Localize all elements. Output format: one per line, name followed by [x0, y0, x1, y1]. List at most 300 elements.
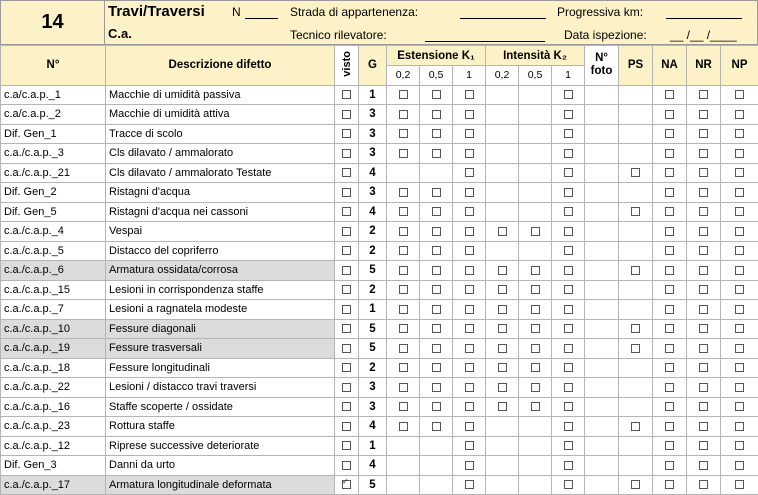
- k2-checkbox-1[interactable]: [519, 397, 552, 417]
- checkbox-icon[interactable]: [665, 168, 674, 177]
- k1-checkbox-1[interactable]: [420, 85, 453, 105]
- nr-checkbox[interactable]: [687, 300, 721, 320]
- nr-checkbox[interactable]: [687, 261, 721, 281]
- checkbox-icon[interactable]: [498, 266, 507, 275]
- checkbox-icon[interactable]: [665, 285, 674, 294]
- tecnico-field[interactable]: [425, 40, 545, 42]
- checkbox-icon[interactable]: [399, 149, 408, 158]
- k1-checkbox-0[interactable]: [387, 183, 420, 203]
- na-checkbox[interactable]: [653, 124, 687, 144]
- checkbox-icon[interactable]: [399, 402, 408, 411]
- k1-checkbox-1[interactable]: [420, 241, 453, 261]
- k1-checkbox-1[interactable]: [420, 300, 453, 320]
- na-checkbox[interactable]: [653, 144, 687, 164]
- k2-checkbox-2[interactable]: [552, 280, 585, 300]
- checkbox-icon[interactable]: [399, 383, 408, 392]
- k2-checkbox-2[interactable]: [552, 339, 585, 359]
- k1-checkbox-0[interactable]: [387, 124, 420, 144]
- nr-checkbox[interactable]: [687, 163, 721, 183]
- checkbox-icon[interactable]: [735, 227, 744, 236]
- checkbox-icon[interactable]: [735, 129, 744, 138]
- checkbox-icon[interactable]: [342, 188, 351, 197]
- checkbox-icon[interactable]: [342, 207, 351, 216]
- checkbox-icon[interactable]: [564, 324, 573, 333]
- checkbox-icon[interactable]: [399, 266, 408, 275]
- checkbox-icon[interactable]: [342, 441, 351, 450]
- np-checkbox[interactable]: [721, 358, 758, 378]
- foto-number-field[interactable]: [585, 144, 619, 164]
- k1-checkbox-2[interactable]: [453, 85, 486, 105]
- checkbox-icon[interactable]: [399, 207, 408, 216]
- checkbox-icon[interactable]: [631, 480, 640, 489]
- checkbox-icon[interactable]: [399, 324, 408, 333]
- strada-field[interactable]: [460, 17, 546, 19]
- checkbox-icon[interactable]: [631, 324, 640, 333]
- checkbox-icon[interactable]: [432, 207, 441, 216]
- checkbox-icon[interactable]: [465, 188, 474, 197]
- checkbox-icon[interactable]: [465, 207, 474, 216]
- k1-checkbox-0[interactable]: [387, 261, 420, 281]
- k1-checkbox-2[interactable]: [453, 417, 486, 437]
- visto-checkbox[interactable]: [335, 397, 359, 417]
- k2-checkbox-0[interactable]: [486, 319, 519, 339]
- foto-number-field[interactable]: [585, 436, 619, 456]
- checkbox-icon[interactable]: [564, 110, 573, 119]
- k1-checkbox-0[interactable]: [387, 319, 420, 339]
- checkbox-icon[interactable]: [665, 207, 674, 216]
- checkbox-icon[interactable]: [432, 90, 441, 99]
- k1-checkbox-0[interactable]: [387, 417, 420, 437]
- checkbox-icon[interactable]: [465, 168, 474, 177]
- checkbox-icon[interactable]: [735, 402, 744, 411]
- checkbox-icon[interactable]: [342, 266, 351, 275]
- checkbox-icon[interactable]: [564, 227, 573, 236]
- k1-checkbox-2[interactable]: [453, 475, 486, 495]
- checkbox-icon[interactable]: [432, 422, 441, 431]
- visto-checkbox[interactable]: [335, 124, 359, 144]
- na-checkbox[interactable]: [653, 280, 687, 300]
- checkbox-icon[interactable]: [432, 402, 441, 411]
- checkbox-icon[interactable]: [665, 480, 674, 489]
- k1-checkbox-1[interactable]: [420, 319, 453, 339]
- np-checkbox[interactable]: [721, 397, 758, 417]
- checkbox-icon[interactable]: [531, 402, 540, 411]
- checkbox-icon[interactable]: [735, 324, 744, 333]
- np-checkbox[interactable]: [721, 436, 758, 456]
- k2-checkbox-2[interactable]: [552, 144, 585, 164]
- k1-checkbox-1[interactable]: [420, 280, 453, 300]
- checkbox-icon[interactable]: [465, 461, 474, 470]
- k1-checkbox-1[interactable]: [420, 105, 453, 125]
- na-checkbox[interactable]: [653, 300, 687, 320]
- k2-checkbox-2[interactable]: [552, 241, 585, 261]
- foto-number-field[interactable]: [585, 339, 619, 359]
- visto-checkbox[interactable]: [335, 105, 359, 125]
- visto-checkbox[interactable]: [335, 261, 359, 281]
- k1-checkbox-2[interactable]: [453, 144, 486, 164]
- foto-number-field[interactable]: [585, 475, 619, 495]
- k2-checkbox-0[interactable]: [486, 358, 519, 378]
- checkbox-icon[interactable]: [699, 402, 708, 411]
- k1-checkbox-2[interactable]: [453, 456, 486, 476]
- checkbox-icon[interactable]: [342, 383, 351, 392]
- k2-checkbox-1[interactable]: [519, 300, 552, 320]
- foto-number-field[interactable]: [585, 183, 619, 203]
- k1-checkbox-1[interactable]: [420, 124, 453, 144]
- k1-checkbox-1[interactable]: [420, 397, 453, 417]
- checkbox-icon[interactable]: [699, 90, 708, 99]
- k1-checkbox-1[interactable]: [420, 144, 453, 164]
- k2-checkbox-2[interactable]: [552, 261, 585, 281]
- k2-checkbox-2[interactable]: [552, 475, 585, 495]
- checkbox-icon[interactable]: [699, 363, 708, 372]
- np-checkbox[interactable]: [721, 105, 758, 125]
- nr-checkbox[interactable]: [687, 319, 721, 339]
- k2-checkbox-2[interactable]: [552, 124, 585, 144]
- checkbox-icon[interactable]: [432, 285, 441, 294]
- visto-checkbox[interactable]: [335, 436, 359, 456]
- k2-checkbox-2[interactable]: [552, 436, 585, 456]
- k1-checkbox-0[interactable]: [387, 300, 420, 320]
- k1-checkbox-0[interactable]: [387, 280, 420, 300]
- checkbox-icon[interactable]: [665, 363, 674, 372]
- checkbox-icon[interactable]: [531, 363, 540, 372]
- checkbox-icon[interactable]: [699, 305, 708, 314]
- k2-checkbox-0[interactable]: [486, 300, 519, 320]
- checkbox-icon[interactable]: [465, 110, 474, 119]
- foto-number-field[interactable]: [585, 163, 619, 183]
- checkbox-icon[interactable]: [342, 305, 351, 314]
- visto-checkbox[interactable]: [335, 358, 359, 378]
- checkbox-icon[interactable]: [699, 207, 708, 216]
- visto-checkbox[interactable]: [335, 378, 359, 398]
- checkbox-icon[interactable]: [342, 227, 351, 236]
- k2-checkbox-1[interactable]: [519, 378, 552, 398]
- np-checkbox[interactable]: [721, 144, 758, 164]
- na-checkbox[interactable]: [653, 358, 687, 378]
- k1-checkbox-1[interactable]: [420, 339, 453, 359]
- checkbox-icon[interactable]: [564, 383, 573, 392]
- checkbox-icon[interactable]: [531, 285, 540, 294]
- visto-checkbox[interactable]: [335, 85, 359, 105]
- checkbox-icon[interactable]: [699, 110, 708, 119]
- k1-checkbox-1[interactable]: [420, 202, 453, 222]
- foto-number-field[interactable]: [585, 105, 619, 125]
- nr-checkbox[interactable]: [687, 436, 721, 456]
- checkbox-icon[interactable]: [342, 461, 351, 470]
- foto-number-field[interactable]: [585, 280, 619, 300]
- checkbox-icon[interactable]: [531, 227, 540, 236]
- k1-checkbox-1[interactable]: [420, 222, 453, 242]
- checkbox-icon[interactable]: [564, 480, 573, 489]
- k1-checkbox-0[interactable]: [387, 358, 420, 378]
- k1-checkbox-2[interactable]: [453, 222, 486, 242]
- k1-checkbox-2[interactable]: [453, 319, 486, 339]
- k1-checkbox-2[interactable]: [453, 280, 486, 300]
- k2-checkbox-2[interactable]: [552, 397, 585, 417]
- visto-checkbox[interactable]: [335, 319, 359, 339]
- nr-checkbox[interactable]: [687, 456, 721, 476]
- foto-number-field[interactable]: [585, 300, 619, 320]
- checkbox-icon[interactable]: [342, 344, 351, 353]
- nr-checkbox[interactable]: [687, 241, 721, 261]
- checkbox-icon[interactable]: [531, 383, 540, 392]
- checkbox-icon[interactable]: [735, 422, 744, 431]
- checkbox-icon[interactable]: [699, 188, 708, 197]
- checkbox-icon[interactable]: [432, 363, 441, 372]
- checkbox-icon[interactable]: [498, 324, 507, 333]
- checkbox-icon[interactable]: [399, 188, 408, 197]
- k1-checkbox-1[interactable]: [420, 261, 453, 281]
- k2-checkbox-1[interactable]: [519, 261, 552, 281]
- k2-checkbox-2[interactable]: [552, 163, 585, 183]
- checkbox-icon[interactable]: [465, 402, 474, 411]
- k1-checkbox-2[interactable]: [453, 397, 486, 417]
- progressiva-field[interactable]: [666, 17, 742, 19]
- checkbox-icon[interactable]: [498, 285, 507, 294]
- na-checkbox[interactable]: [653, 378, 687, 398]
- checkbox-icon[interactable]: [432, 305, 441, 314]
- k1-checkbox-2[interactable]: [453, 339, 486, 359]
- k2-checkbox-2[interactable]: [552, 85, 585, 105]
- ps-checkbox[interactable]: [619, 261, 653, 281]
- ps-checkbox[interactable]: [619, 417, 653, 437]
- np-checkbox[interactable]: [721, 280, 758, 300]
- na-checkbox[interactable]: [653, 436, 687, 456]
- checkbox-icon[interactable]: [498, 363, 507, 372]
- foto-number-field[interactable]: [585, 202, 619, 222]
- checkbox-icon[interactable]: [735, 149, 744, 158]
- checkbox-icon[interactable]: [699, 266, 708, 275]
- na-checkbox[interactable]: [653, 397, 687, 417]
- checkbox-icon[interactable]: [735, 110, 744, 119]
- checkbox-icon[interactable]: [432, 129, 441, 138]
- k2-checkbox-2[interactable]: [552, 105, 585, 125]
- visto-checkbox[interactable]: [335, 222, 359, 242]
- checkbox-icon[interactable]: [564, 344, 573, 353]
- checkbox-icon[interactable]: [531, 344, 540, 353]
- checkbox-icon[interactable]: [665, 324, 674, 333]
- checkbox-icon[interactable]: [699, 480, 708, 489]
- checkbox-icon[interactable]: [564, 90, 573, 99]
- checkbox-icon[interactable]: [498, 305, 507, 314]
- checkbox-icon[interactable]: [342, 90, 351, 99]
- k1-checkbox-0[interactable]: [387, 202, 420, 222]
- visto-checkbox[interactable]: [335, 280, 359, 300]
- nr-checkbox[interactable]: [687, 358, 721, 378]
- np-checkbox[interactable]: [721, 339, 758, 359]
- checkbox-icon[interactable]: [699, 227, 708, 236]
- checkbox-icon[interactable]: [699, 441, 708, 450]
- checkbox-icon[interactable]: [735, 207, 744, 216]
- nr-checkbox[interactable]: [687, 339, 721, 359]
- foto-number-field[interactable]: [585, 124, 619, 144]
- k1-checkbox-2[interactable]: [453, 300, 486, 320]
- checkbox-icon[interactable]: [699, 461, 708, 470]
- na-checkbox[interactable]: [653, 261, 687, 281]
- checkbox-icon[interactable]: [665, 110, 674, 119]
- checkbox-icon[interactable]: [735, 461, 744, 470]
- foto-number-field[interactable]: [585, 222, 619, 242]
- checkbox-icon[interactable]: [465, 363, 474, 372]
- k1-checkbox-2[interactable]: [453, 261, 486, 281]
- k2-checkbox-1[interactable]: [519, 358, 552, 378]
- checkbox-icon[interactable]: [498, 402, 507, 411]
- checkbox-icon[interactable]: [665, 90, 674, 99]
- checkbox-icon[interactable]: [342, 149, 351, 158]
- k1-checkbox-2[interactable]: [453, 436, 486, 456]
- na-checkbox[interactable]: [653, 475, 687, 495]
- checkbox-icon[interactable]: [399, 344, 408, 353]
- checkbox-icon[interactable]: [665, 441, 674, 450]
- checkbox-icon[interactable]: [564, 285, 573, 294]
- checkbox-icon[interactable]: [465, 422, 474, 431]
- checkbox-icon[interactable]: [432, 324, 441, 333]
- checkbox-icon[interactable]: [564, 363, 573, 372]
- checkbox-icon[interactable]: [699, 324, 708, 333]
- ps-checkbox[interactable]: [619, 339, 653, 359]
- checkbox-icon[interactable]: [564, 402, 573, 411]
- k2-checkbox-2[interactable]: [552, 378, 585, 398]
- ps-checkbox[interactable]: [619, 163, 653, 183]
- checkbox-icon[interactable]: [465, 285, 474, 294]
- checkbox-icon[interactable]: [699, 422, 708, 431]
- checkbox-icon[interactable]: [735, 168, 744, 177]
- checkbox-icon[interactable]: [735, 305, 744, 314]
- np-checkbox[interactable]: [721, 241, 758, 261]
- checkbox-icon[interactable]: [564, 207, 573, 216]
- checkbox-icon[interactable]: [699, 149, 708, 158]
- visto-checkbox[interactable]: [335, 456, 359, 476]
- checkbox-icon[interactable]: [564, 441, 573, 450]
- checkbox-icon[interactable]: [631, 266, 640, 275]
- checkbox-icon[interactable]: [342, 129, 351, 138]
- np-checkbox[interactable]: [721, 85, 758, 105]
- checkbox-icon[interactable]: [342, 402, 351, 411]
- n-field[interactable]: [245, 17, 278, 19]
- np-checkbox[interactable]: [721, 222, 758, 242]
- k1-checkbox-0[interactable]: [387, 222, 420, 242]
- checkbox-icon[interactable]: [465, 324, 474, 333]
- na-checkbox[interactable]: [653, 105, 687, 125]
- k2-checkbox-0[interactable]: [486, 397, 519, 417]
- k2-checkbox-2[interactable]: [552, 417, 585, 437]
- na-checkbox[interactable]: [653, 417, 687, 437]
- checkbox-icon[interactable]: [342, 324, 351, 333]
- np-checkbox[interactable]: [721, 202, 758, 222]
- np-checkbox[interactable]: [721, 124, 758, 144]
- checkbox-icon[interactable]: [465, 129, 474, 138]
- checkbox-icon[interactable]: [465, 149, 474, 158]
- na-checkbox[interactable]: [653, 319, 687, 339]
- foto-number-field[interactable]: [585, 241, 619, 261]
- np-checkbox[interactable]: [721, 378, 758, 398]
- checkbox-icon[interactable]: [564, 149, 573, 158]
- foto-number-field[interactable]: [585, 319, 619, 339]
- visto-checkbox[interactable]: [335, 202, 359, 222]
- k2-checkbox-2[interactable]: [552, 358, 585, 378]
- k2-checkbox-2[interactable]: [552, 300, 585, 320]
- visto-checkbox[interactable]: [335, 241, 359, 261]
- checkbox-icon[interactable]: [665, 227, 674, 236]
- na-checkbox[interactable]: [653, 183, 687, 203]
- checkbox-icon[interactable]: [665, 383, 674, 392]
- checkbox-icon[interactable]: [564, 305, 573, 314]
- k2-checkbox-1[interactable]: [519, 339, 552, 359]
- na-checkbox[interactable]: [653, 202, 687, 222]
- checkbox-icon[interactable]: [564, 129, 573, 138]
- checkbox-icon[interactable]: [564, 266, 573, 275]
- k1-checkbox-1[interactable]: [420, 183, 453, 203]
- checkbox-icon[interactable]: [465, 227, 474, 236]
- na-checkbox[interactable]: [653, 456, 687, 476]
- foto-number-field[interactable]: [585, 417, 619, 437]
- checkbox-icon[interactable]: [699, 168, 708, 177]
- checkbox-icon[interactable]: [665, 129, 674, 138]
- np-checkbox[interactable]: [721, 261, 758, 281]
- checkbox-icon[interactable]: [631, 207, 640, 216]
- visto-checkbox[interactable]: [335, 183, 359, 203]
- k2-checkbox-2[interactable]: [552, 202, 585, 222]
- foto-number-field[interactable]: [585, 397, 619, 417]
- checkbox-icon[interactable]: [465, 266, 474, 275]
- checkbox-icon[interactable]: [531, 324, 540, 333]
- checkbox-icon[interactable]: [735, 383, 744, 392]
- checkbox-icon[interactable]: [465, 480, 474, 489]
- k1-checkbox-0[interactable]: [387, 397, 420, 417]
- nr-checkbox[interactable]: [687, 202, 721, 222]
- checkbox-icon[interactable]: [564, 168, 573, 177]
- checkbox-icon[interactable]: [665, 422, 674, 431]
- na-checkbox[interactable]: [653, 222, 687, 242]
- checkbox-icon[interactable]: [342, 422, 351, 431]
- checkbox-icon[interactable]: [735, 285, 744, 294]
- checkbox-icon[interactable]: [399, 110, 408, 119]
- checkbox-icon[interactable]: [735, 344, 744, 353]
- k1-checkbox-2[interactable]: [453, 105, 486, 125]
- checkbox-icon[interactable]: [465, 90, 474, 99]
- k1-checkbox-0[interactable]: [387, 339, 420, 359]
- checkbox-icon[interactable]: [342, 246, 351, 255]
- checkbox-icon[interactable]: [735, 266, 744, 275]
- k1-checkbox-1[interactable]: [420, 358, 453, 378]
- k1-checkbox-2[interactable]: [453, 183, 486, 203]
- k2-checkbox-1[interactable]: [519, 280, 552, 300]
- nr-checkbox[interactable]: [687, 105, 721, 125]
- checkbox-icon[interactable]: [699, 129, 708, 138]
- np-checkbox[interactable]: [721, 183, 758, 203]
- checkbox-icon[interactable]: [432, 383, 441, 392]
- k1-checkbox-2[interactable]: [453, 378, 486, 398]
- checkbox-icon[interactable]: [432, 266, 441, 275]
- checkbox-icon[interactable]: [665, 402, 674, 411]
- checkbox-icon[interactable]: [399, 227, 408, 236]
- nr-checkbox[interactable]: [687, 85, 721, 105]
- ps-checkbox[interactable]: [619, 475, 653, 495]
- checkbox-icon[interactable]: [498, 383, 507, 392]
- visto-checkbox[interactable]: [335, 475, 359, 495]
- np-checkbox[interactable]: [721, 319, 758, 339]
- np-checkbox[interactable]: [721, 163, 758, 183]
- checkbox-icon[interactable]: [564, 188, 573, 197]
- na-checkbox[interactable]: [653, 241, 687, 261]
- k2-checkbox-0[interactable]: [486, 339, 519, 359]
- foto-number-field[interactable]: [585, 358, 619, 378]
- visto-checkbox[interactable]: [335, 339, 359, 359]
- nr-checkbox[interactable]: [687, 183, 721, 203]
- k1-checkbox-1[interactable]: [420, 417, 453, 437]
- checkbox-icon[interactable]: [342, 480, 351, 489]
